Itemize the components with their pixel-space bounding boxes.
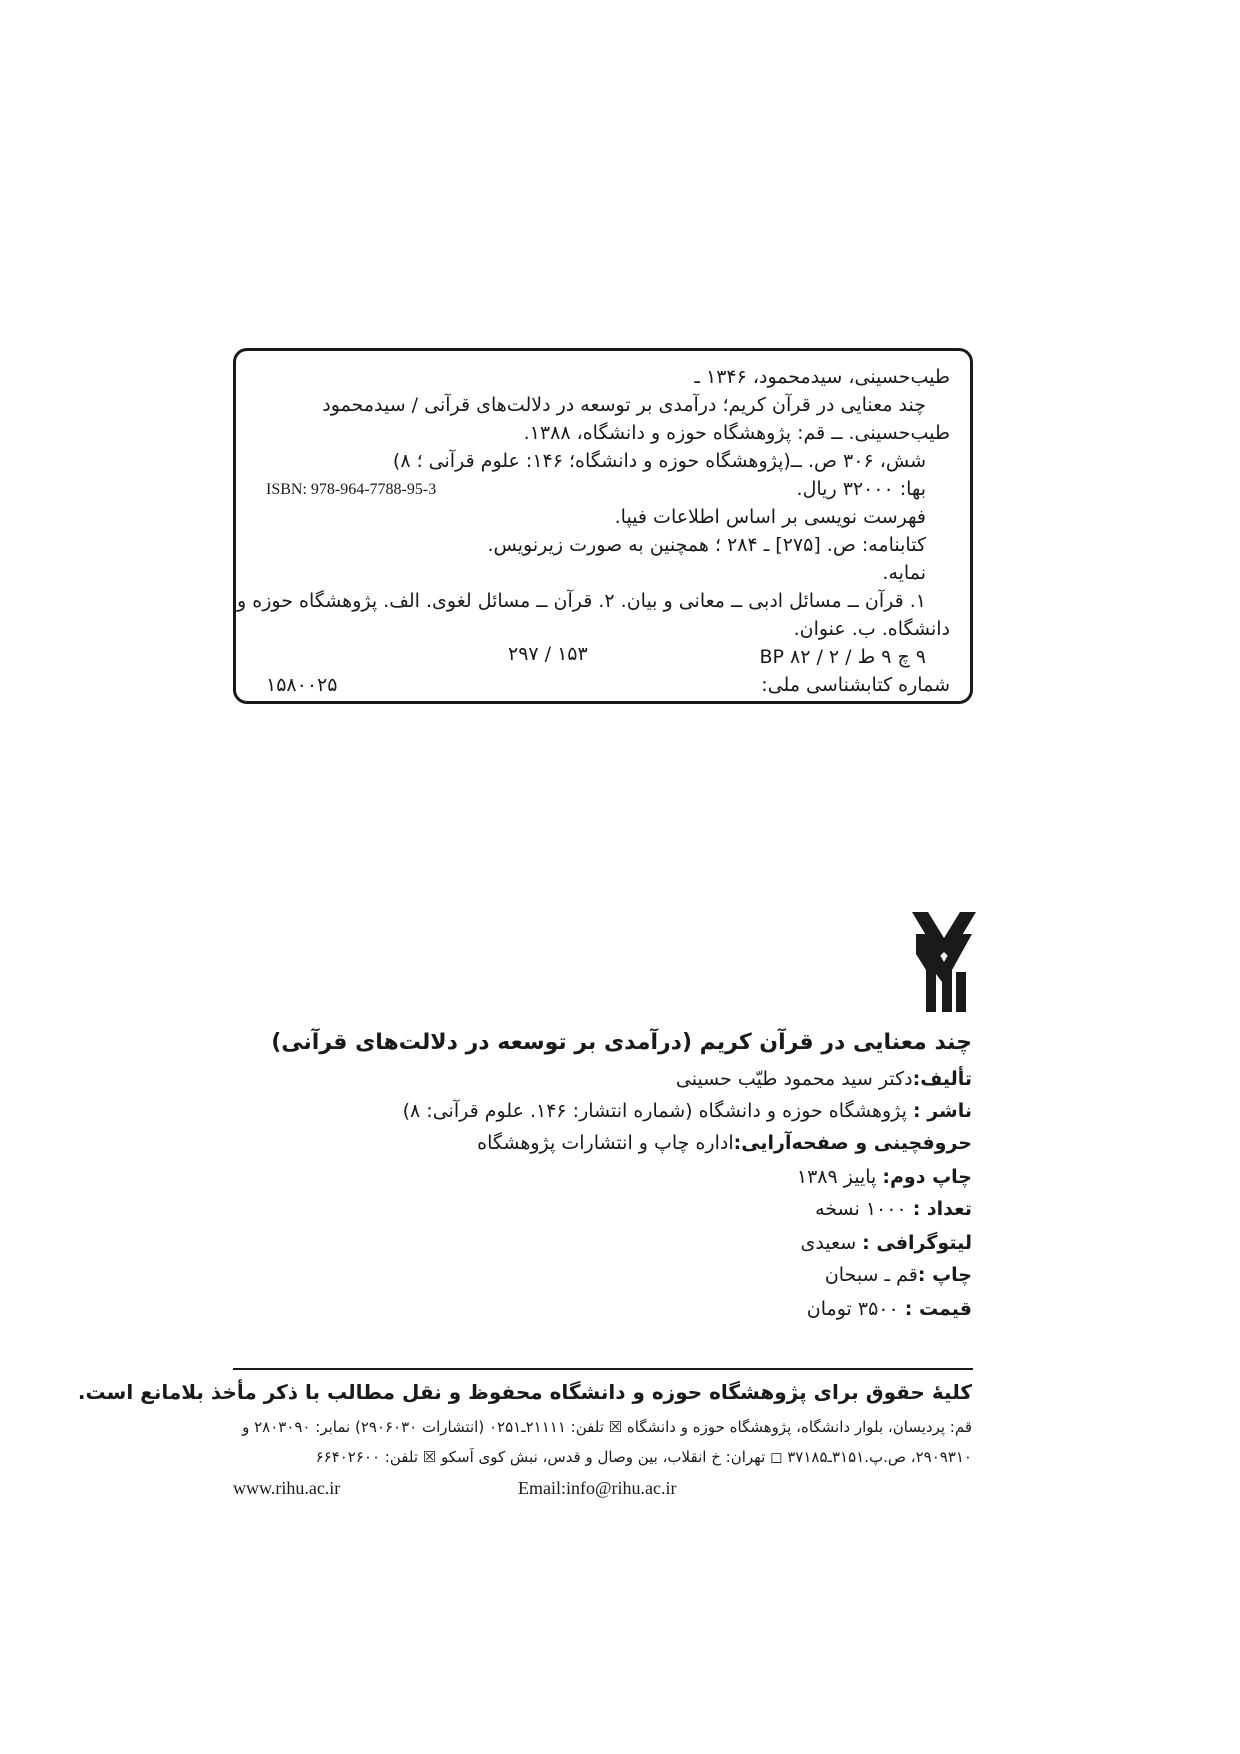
address-line: قم: پردیسان، بلوار دانشگاه، پژوهشگاه حوزه و دانشگاه ☒ تلفن: ۲۱۱۱۱ـ۰۲۵۱ (انتشارات ۲۹۰۶۰۳۰) نمابر: ۲۸۰۳۰۹۰ و	[242, 1418, 972, 1436]
email-link[interactable]: Email:info@rihu.ac.ir	[518, 1478, 677, 1498]
congress-classification: ۹ چ ۹ ط / ۲ / BP ۸۲	[759, 646, 926, 668]
cip-line: کتابنامه: ص. [۲۷۵] ـ ۲۸۴ ؛ همچنین به صورت زیرنویس.	[487, 534, 926, 556]
print-value: قم ـ سبحان	[824, 1264, 918, 1286]
litho-value: سعیدی	[800, 1232, 857, 1254]
dewey-classification: ۲۹۷ / ۱۵۳	[508, 643, 588, 665]
publisher-value: پژوهشگاه حوزه و دانشگاه (شماره انتشار: ۱۴۶. علوم قرآنی: ۸)	[402, 1100, 907, 1122]
edition-label: چاپ دوم:	[882, 1166, 972, 1188]
litho-line	[800, 1232, 972, 1254]
print-line	[825, 1264, 972, 1286]
isbn: ISBN: 978-964-7788-95-3	[266, 481, 437, 498]
cip-line: بها: ۳۲۰۰۰ ریال.	[796, 478, 926, 500]
litho-label: لیتوگرافی :	[862, 1232, 972, 1254]
cip-line: طیب‌حسینی، سیدمحمود، ۱۳۴۶ ـ	[694, 366, 950, 388]
cip-line: شش، ۳۰۶ ص. ــ(پژوهشگاه حوزه و دانشگاه؛ ۱۴۶: علوم قرآنی ؛ ۸)	[392, 450, 926, 472]
author-label: تألیف:	[912, 1068, 972, 1090]
cip-line: نمایه.	[882, 562, 926, 584]
print-label: چاپ :	[917, 1264, 972, 1286]
cataloging-box	[233, 348, 973, 704]
edition-line	[797, 1166, 972, 1188]
address-line: ۲۹۰۹۳۱۰، ص.پ.۳۱۵۱ـ۳۷۱۸۵ ◻ تهران: خ انقلاب، بین وصال و قدس، نبش کوی اَسکو ☒ تلفن: ۶۶۴۰۲۶۰۰	[315, 1448, 972, 1466]
publisher-logo	[908, 912, 980, 1012]
count-line	[815, 1198, 972, 1220]
author-line	[676, 1068, 972, 1090]
cip-line: چند معنایی در قرآن کریم؛ درآمدی بر توسعه در دلالت‌های قرآنی / سیدمحمود	[322, 394, 926, 416]
copyright-notice: کلیهٔ حقوق برای پژوهشگاه حوزه و دانشگاه محفوظ و نقل مطالب با ذکر مأخذ بلامانع است.	[77, 1380, 972, 1404]
price-label: قیمت :	[904, 1298, 972, 1320]
typesetting-label: حروفچینی و صفحه‌آرایی:	[733, 1132, 972, 1154]
website-link[interactable]: www.rihu.ac.ir	[233, 1478, 341, 1498]
publisher-label: ناشر :	[913, 1100, 972, 1122]
book-title: چند معنایی در قرآن کریم (درآمدی بر توسعه در دلالت‌های قرآنی)	[271, 1030, 972, 1055]
price-line	[807, 1298, 972, 1320]
cip-line: دانشگاه. ب. عنوان.	[793, 618, 950, 640]
national-bibliography-number: ۱۵۸۰۰۲۵	[266, 674, 338, 696]
typesetting-line	[477, 1132, 972, 1154]
cip-line: فهرست نویسی بر اساس اطلاعات فیپا.	[614, 506, 926, 528]
edition-value: پاییز ۱۳۸۹	[796, 1166, 877, 1188]
national-bibliography-label: شماره کتابشناسی ملی:	[761, 674, 950, 696]
typesetting-value: اداره چاپ و انتشارات پژوهشگاه	[477, 1132, 734, 1154]
author-value: دکتر سید محمود طیّب حسینی	[675, 1068, 913, 1090]
publisher-line	[403, 1100, 972, 1122]
cip-line: ۱. قرآن ــ مسائل ادبی ــ معانی و بیان. ۲. قرآن ــ مسائل لغوی. الف. پژوهشگاه حوزه و	[237, 590, 926, 612]
divider	[233, 1368, 973, 1370]
count-value: ۱۰۰۰ نسخه	[815, 1198, 907, 1220]
price-value: ۳۵۰۰ تومان	[806, 1298, 899, 1320]
cip-line: طیب‌حسینی. ــ قم: پژوهشگاه حوزه و دانشگاه، ۱۳۸۸.	[523, 422, 950, 444]
count-label: تعداد :	[912, 1198, 972, 1220]
